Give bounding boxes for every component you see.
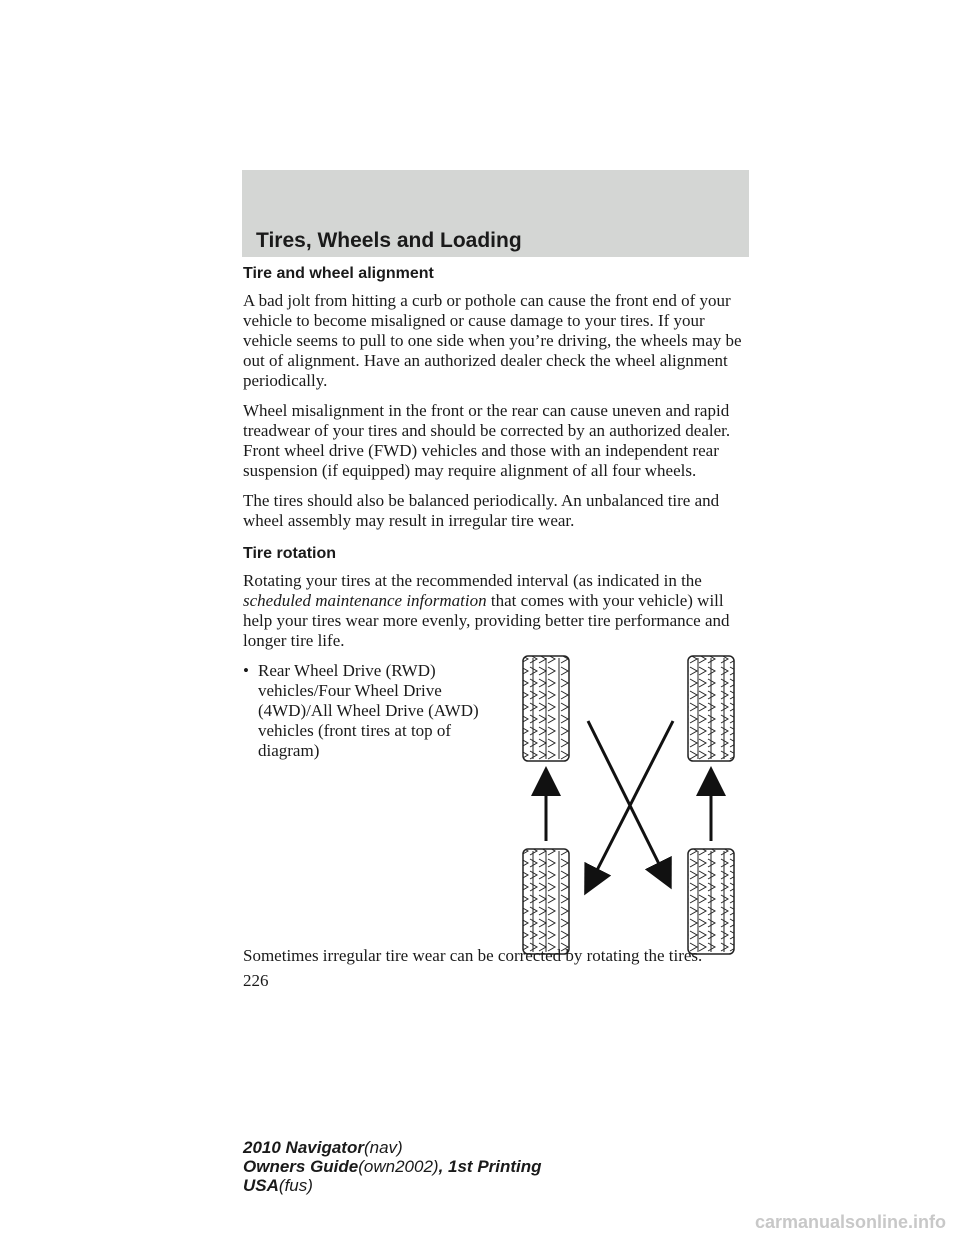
bullet-text: Rear Wheel Drive (RWD) vehicles/Four Wheel Drive (4WD)/All Wheel Drive (AWD) vehicles (front tires at top of diagram)	[258, 661, 479, 760]
rotation-intro-text-b: that comes with your vehicle) will help your tires wear more evenly, providing better tire performance and longer tire life.	[243, 591, 730, 650]
paragraph-alignment-3: The tires should also be balanced periodically. An unbalanced tire and wheel assembly may result in irregular tire wear.	[243, 491, 720, 530]
footer-model-code: (nav)	[363, 1138, 403, 1157]
bullet-item	[243, 661, 755, 991]
footer-line-2	[243, 1157, 542, 1176]
rotation-intro-italic: scheduled maintenance information	[243, 591, 487, 610]
tire-rear-right	[688, 849, 734, 954]
footer-line-3	[243, 1176, 542, 1195]
paragraph-rotation-intro	[243, 571, 755, 651]
paragraph-alignment-2: Wheel misalignment in the front or the rear can cause uneven and rapid treadwear of your tires and should be corrected by an authorized dealer. Front wheel drive (FWD) vehicles and those with an independent rear suspension (if equipped) may require alignment of all four wheels.	[243, 401, 731, 480]
page-content	[243, 265, 755, 991]
footer-guide-code: (own2002)	[358, 1157, 439, 1176]
footer-line-1	[243, 1138, 542, 1157]
watermark: carmanualsonline.info	[754, 1212, 946, 1232]
footer-model: 2010 Navigator	[243, 1138, 364, 1157]
section-header-band	[242, 170, 749, 257]
footer-printing: , 1st Printing	[438, 1157, 542, 1176]
footer-market: USA	[243, 1176, 279, 1195]
arrow-front-left-to-rear-right	[588, 721, 665, 876]
tire-rear-left	[523, 849, 569, 954]
section-title: Tires, Wheels and Loading	[256, 229, 522, 252]
tire-rotation-diagram	[518, 653, 748, 963]
paragraph-alignment-1: A bad jolt from hitting a curb or pothole can cause the front end of your vehicle to become misaligned or cause damage to your tires. If your vehicle seems to pull to one side when you’re driving, the wheels may be out of alignment. Have an authorized dealer check the wheel alignment periodically.	[243, 291, 742, 390]
footer-guide: Owners Guide	[243, 1157, 359, 1176]
print-footer	[243, 1138, 542, 1195]
heading-alignment: Tire and wheel alignment	[243, 265, 434, 282]
heading-rotation: Tire rotation	[243, 545, 337, 562]
bullet-symbol: •	[243, 661, 249, 680]
tire-front-left	[523, 656, 569, 761]
rotation-intro-text-a: Rotating your tires at the recommended interval (as indicated in the	[243, 571, 702, 590]
footer-market-code: (fus)	[278, 1176, 313, 1195]
page-number: 226	[243, 971, 269, 990]
closing-paragraph: Sometimes irregular tire wear can be corrected by rotating the tires.	[243, 946, 703, 965]
tire-front-right	[688, 656, 734, 761]
arrow-front-right-to-rear-left	[591, 721, 673, 882]
